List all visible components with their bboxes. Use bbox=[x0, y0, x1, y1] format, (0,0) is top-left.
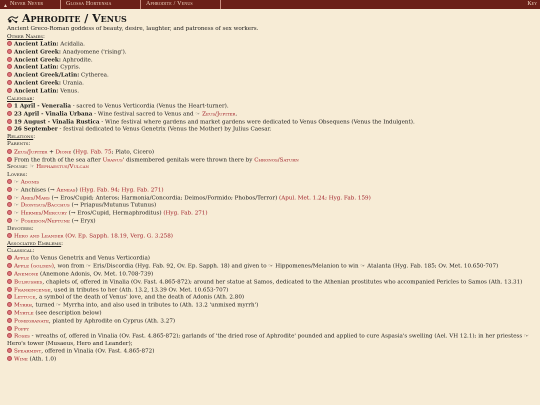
list-item: 19 August - Vinalia Rustica - Wine festival where gardens and market gardens were dedicated to Venus Obsequens (Venus the Indulgent). bbox=[7, 119, 537, 127]
relations-header: Relations bbox=[7, 134, 34, 141]
link-zeus-jupiter[interactable]: Zeus/Jupiter bbox=[202, 111, 236, 118]
list-item: Pomegranate, planted by Aphrodite on Cyprus (Ath. 3.27) bbox=[7, 318, 537, 326]
list-item: 26 September - festival dedicated to Venus Genetrix (Venus the Mother) by Julius Caesar. bbox=[7, 126, 537, 134]
bullet-icon bbox=[7, 88, 12, 93]
list-item: ☞ Hermes/Mercury (→ Eros/Cupid, Hermaphroditus) (Hyg. Fab. 271) bbox=[7, 210, 537, 218]
list-item: Roses - wreaths of, offered in Vinalia (Ov. Fast. 4.865-872); garlands of 'the dried rose of Aphrodite' pounded and applied to cure Aspasia's swelling (Ael. VH 12.1); in her priestess ☞ Hero's tower (Musaeus, Hero and Leander); bbox=[7, 333, 530, 348]
bullet-icon bbox=[7, 348, 12, 353]
pointing-hand-icon: ☞ bbox=[14, 187, 20, 194]
bullet-icon bbox=[7, 263, 12, 268]
bullet-icon bbox=[7, 210, 12, 215]
citation-link[interactable]: (Hyg. Fab. 271) bbox=[163, 210, 208, 217]
bullet-icon bbox=[7, 233, 12, 238]
list-item: ☞ Ares/Mars (→ Eros/Cupid; Anteros; Harmonia/Concordia; Deimos/Formido; Phobos/Terror) (Apul. Met. 1.24; Hyg. Fab. 159) bbox=[7, 195, 537, 203]
spouse-row: Spouse: ☞ Hephaestus/Vulcan bbox=[7, 164, 90, 171]
pointing-hand-icon: ☞ bbox=[14, 202, 20, 209]
link-uranus[interactable]: Uranus bbox=[102, 157, 123, 164]
bullet-icon bbox=[7, 333, 12, 338]
link-dionysus-bacchus[interactable]: Dionysus/Bacchus bbox=[20, 202, 70, 209]
link-roses[interactable]: Roses bbox=[14, 333, 30, 340]
bullet-icon bbox=[7, 279, 12, 284]
page-title bbox=[7, 12, 537, 25]
bullet-icon bbox=[7, 195, 12, 200]
breadcrumb-divider bbox=[60, 0, 61, 9]
top-nav-bar bbox=[0, 0, 540, 9]
link-myrrh[interactable]: Myrrh bbox=[14, 302, 32, 309]
calendar-list bbox=[7, 103, 537, 134]
emblems-list bbox=[7, 255, 537, 364]
list-item: Lettuce, a symbol of the death of Venus' love, and the death of Adonis (Ath. 2.80) bbox=[7, 294, 537, 302]
list-item: 23 April - Vinalia Urbana - Wine festival sacred to Venus and ☞ Zeus/Jupiter. bbox=[7, 111, 537, 119]
bullet-icon bbox=[7, 287, 12, 292]
bullet-icon bbox=[7, 202, 12, 207]
list-item bbox=[7, 233, 537, 241]
bullet-icon bbox=[7, 80, 12, 85]
link-poseidon-neptune[interactable]: Poseidon/Neptune bbox=[20, 218, 70, 225]
list-item: Spearmint, offered in Vinalia (Ov. Fast. 4.865-872) bbox=[7, 348, 537, 356]
citation-link[interactable]: (Apul. Met. 1.24; Hyg. Fab. 159) bbox=[279, 195, 371, 202]
list-item: Ancient Latin: Acidalia. bbox=[7, 41, 537, 49]
link-apple[interactable]: Apple bbox=[14, 255, 29, 262]
key-link[interactable]: Key bbox=[527, 1, 537, 7]
link-frankincense[interactable]: Frankincense bbox=[14, 287, 51, 294]
calendar-header: Calendar bbox=[7, 95, 33, 102]
bullet-icon bbox=[7, 187, 12, 192]
lovers-list bbox=[7, 179, 537, 226]
lovers-label: Lovers: bbox=[7, 171, 28, 178]
link-bulrushes[interactable]: Bulrushes bbox=[14, 279, 43, 286]
breadcrumb-never-never[interactable]: Never Never bbox=[10, 1, 44, 7]
emblems-header: Associated Emblems bbox=[7, 240, 62, 247]
citation-link[interactable]: (Hyg. Fab. 94; Hyg. Fab. 271) bbox=[79, 187, 164, 194]
pointing-hand-icon: ☞ bbox=[195, 111, 201, 118]
list-item: Anemone (Anemone Adonis, Ov. Met. 10.708-739) bbox=[7, 271, 537, 279]
list-item: Myrrh, turned ☞ Myrrha into, and also used in tributes to (Ath. 13.2 'unmixed myrrh') bbox=[7, 302, 537, 310]
list-item: 1 April - Veneralia - sacred to Venus Verticordia (Venus the Heart-turner). bbox=[7, 103, 537, 111]
list-item: ☞ Dionysus/Bacchus (→ Priapus/Mutunus Tutunus) bbox=[7, 202, 537, 210]
link-chronos-saturn[interactable]: Chronos/Saturn bbox=[254, 157, 299, 164]
list-item: Frankincense, used in tributes to her (Ath. 13.2, 13.39 Ov. Met. 10.653-707) bbox=[7, 287, 537, 295]
list-item: Bulrushes, chaplets of, offered in Vinalia (Ov. Fast. 4.865-872); around her statue at Samos, dedicated to the Athenian prostitutes who accompanied Pericles to Samos (Ath. 13.31) bbox=[7, 279, 535, 287]
bullet-icon bbox=[7, 126, 12, 131]
bullet-icon bbox=[7, 64, 12, 69]
bullet-icon bbox=[7, 310, 12, 315]
pointing-hand-icon: ☞ bbox=[14, 218, 20, 225]
link-hero-and-leander[interactable]: Hero and Leander bbox=[14, 233, 64, 240]
list-item: ☞ Anchises (→ Aeneas) (Hyg. Fab. 94; Hyg. Fab. 271) bbox=[7, 187, 537, 195]
bullet-icon bbox=[7, 179, 12, 184]
main-content: Aphrodite / Venus Ancient Greco-Roman goddess of beauty, desire, laughter, and patroness of sex workers. Other Names: Ancient Latin: Acidalia. Ancient Greek: Anadyomene ('rising'). Ancient Greek: Aphrodite. Ancient Latin: Cypris. Ancient Greek/Latin: Cytherea. Ancient Greek: Urania. Ancient Latin: Venus. Calendar: 1 April - Veneralia - sacred to Venus Verticordia (Venus the Heart-turner). 23 April - Vinalia Urbana - Wine festival sacred to Venus and ☞ Zeus/Jupiter. 19 August - Vinalia Rustica - Wine festival where gardens and market gardens were dedicated to Venus Obsequens (Venus the Indulgent). 26 September - festival dedicated to Venus Genetrix (Venus the Mother) by Julius Caesar. Relations: Parents: Zeus/Jupiter + Dione (Hyg. Fab. 75; Plato, Cicero) From the froth of the sea after Uranus' dismembered genitals were thrown there by Chronos/Saturn Spouse: ☞ Hephaestus/Vulcan Lovers: ☞ Adonis ☞ Anchises (→ Aeneas) (Hyg. Fab. 94; Hyg. Fab. 271) ☞ Ares/Mars (→ Eros/Cupid; Anteros; Harmonia/Concordia; Deimos/Formido; Phobos/Terror) (Apul. Met. 1.24; Hyg. Fab. 159) ☞ Dionysus/Bacchus (→ Priapus/Mutunus Tutunus) ☞ Hermes/Mercury (→ Eros/Cupid, Hermaphroditus) (Hyg. Fab. 271) ☞ Poseidon/Neptune (→ Eryx) Devotees: Hero and Leander (Ov. Ep. Sapph. 18.19, Verg. G. 3.258) Associated Emblems: Classical: Apple (to Venus Genetrix and Venus Verticordia) Apple (golden), won from ☞ Eris/Discordia (Hyg. Fab. 92, Ov. Ep. Sapph. 18) and given to ☞ Hippomenes/Melanion to win ☞ Atalanta (Hyg. Fab. 185; Ov. Met. 10.650-707) Anemone (Anemone Adonis, Ov. Met. 10.708-739) Bulrushes, chaplets of, offered in Vinalia (Ov. Fast. 4.865-872); around her statue at Samos, dedicated to the Athenian prostitutes who accompanied Pericles to Samos (Ath. 13.31) Frankincense, used in tributes to her (Ath. 13.2, 13.39 Ov. Met. 10.653-707) Lettuce, a symbol of the death of Venus' love, and the death of Adonis (Ath. 2.80) Myrrh, turned ☞ Myrrha into, and also used in tributes to (Ath. 13.2 'unmixed myrrh') Myrtle (see description below) Pomegranate, planted by Aphrodite on Cyprus (Ath. 3.27) Poppy Roses - wreaths of, offered in Vinalia (Ov. Fast. 4.865-872); garlands of 'the dried rose of Aphrodite' pounded and applied to cure Aspasia's swelling (Ael. VH 12.1); in her priestess ☞ Hero's tower (Musaeus, Hero and Leander); Spearmint, offered in Vinalia (Ov. Fast. 4.865-872) Wine (Ath. 1.0) bbox=[7, 12, 537, 364]
bullet-icon bbox=[7, 111, 12, 116]
list-item: Wine (Ath. 1.0) bbox=[7, 356, 537, 364]
bullet-icon bbox=[7, 103, 12, 108]
citation-link[interactable]: Hyg. Fab. 75 bbox=[75, 149, 112, 156]
link-aeneas[interactable]: Aeneas bbox=[56, 187, 76, 194]
bullet-icon bbox=[7, 271, 12, 276]
link-dione[interactable]: Dione bbox=[55, 149, 72, 156]
devotees-label: Devotees: bbox=[7, 225, 34, 232]
list-item: ☞ Poseidon/Neptune (→ Eryx) bbox=[7, 218, 537, 226]
list-item: Ancient Latin: Venus. bbox=[7, 88, 537, 96]
pointing-hand-icon: ☞ bbox=[29, 164, 35, 171]
bullet-icon bbox=[7, 326, 12, 331]
breadcrumb-current-page: Aphrodite / Venus bbox=[146, 1, 193, 7]
other-names-list bbox=[7, 41, 537, 96]
link-apple-golden[interactable]: Apple (golden) bbox=[14, 263, 54, 270]
list-item: Ancient Greek: Urania. bbox=[7, 80, 537, 88]
bullet-icon bbox=[7, 255, 12, 260]
bullet-icon bbox=[7, 57, 12, 62]
list-item bbox=[7, 179, 537, 187]
page-title-text: Aphrodite / Venus bbox=[22, 12, 127, 25]
breadcrumb-divider bbox=[220, 0, 221, 9]
link-wine[interactable]: Wine bbox=[14, 356, 28, 363]
pointing-hand-icon: ☞ bbox=[14, 210, 20, 217]
link-zeus-jupiter[interactable]: Zeus/Jupiter bbox=[14, 149, 48, 156]
bullet-icon bbox=[7, 356, 12, 361]
bullet-icon bbox=[7, 318, 12, 323]
list-item bbox=[7, 326, 537, 334]
breadcrumb-glossa-hortensia[interactable]: Glossa Hortensia bbox=[66, 1, 112, 7]
link-anemone[interactable]: Anemone bbox=[14, 271, 39, 278]
list-item: Ancient Greek: Anadyomene ('rising'). bbox=[7, 49, 537, 57]
pointing-hand-icon: ☞ bbox=[14, 179, 20, 186]
cupid-icon bbox=[7, 14, 19, 24]
list-item: Apple (to Venus Genetrix and Venus Verticordia) bbox=[7, 255, 537, 263]
link-poppy[interactable]: Poppy bbox=[14, 326, 30, 333]
bullet-icon bbox=[7, 218, 12, 223]
home-icon[interactable]: ▲ bbox=[3, 4, 8, 9]
link-spearmint[interactable]: Spearmint bbox=[14, 348, 42, 355]
list-item: From the froth of the sea after Uranus' dismembered genitals were thrown there by Chronos/Saturn bbox=[7, 157, 537, 165]
bullet-icon bbox=[7, 157, 12, 162]
list-item: Ancient Greek: Aphrodite. bbox=[7, 57, 537, 65]
bullet-icon bbox=[7, 72, 12, 77]
citation-link[interactable]: (Ov. Ep. Sapph. 18.19, Verg. G. 3.258) bbox=[65, 233, 173, 240]
other-names-header: Other Names bbox=[7, 33, 43, 40]
breadcrumb-divider bbox=[140, 0, 141, 9]
list-item: Myrtle (see description below) bbox=[7, 310, 537, 318]
link-lettuce[interactable]: Lettuce bbox=[14, 294, 36, 301]
link-adonis[interactable]: Adonis bbox=[20, 179, 40, 186]
link-ares-mars[interactable]: Ares/Mars bbox=[20, 195, 50, 202]
list-item: Apple (golden), won from ☞ Eris/Discordia (Hyg. Fab. 92, Ov. Ep. Sapph. 18) and given to ☞ Hippomenes/Melanion to win ☞ Atalanta (Hyg. Fab. 185; Ov. Met. 10.650-707) bbox=[7, 263, 537, 271]
link-hermes-mercury[interactable]: Hermes/Mercury bbox=[20, 210, 67, 217]
list-item: Ancient Greek/Latin: Cytherea. bbox=[7, 72, 537, 80]
bullet-icon bbox=[7, 119, 12, 124]
classical-label: Classical: bbox=[7, 248, 35, 255]
pointing-hand-icon: ☞ bbox=[14, 195, 20, 202]
bullet-icon bbox=[7, 302, 12, 307]
bullet-icon bbox=[7, 149, 12, 154]
bullet-icon bbox=[7, 49, 12, 54]
bullet-icon bbox=[7, 294, 12, 299]
parents-label: Parents: bbox=[7, 141, 31, 148]
description: Ancient Greco-Roman goddess of beauty, desire, laughter, and patroness of sex workers. bbox=[7, 26, 259, 32]
bullet-icon bbox=[7, 41, 12, 46]
link-hephaestus-vulcan[interactable]: Hephaestus/Vulcan bbox=[36, 164, 90, 171]
link-myrtle[interactable]: Myrtle bbox=[14, 310, 34, 317]
list-item: Zeus/Jupiter + Dione (Hyg. Fab. 75; Plato, Cicero) bbox=[7, 149, 537, 157]
link-pomegranate[interactable]: Pomegranate bbox=[14, 318, 49, 325]
list-item: Ancient Latin: Cypris. bbox=[7, 64, 537, 72]
